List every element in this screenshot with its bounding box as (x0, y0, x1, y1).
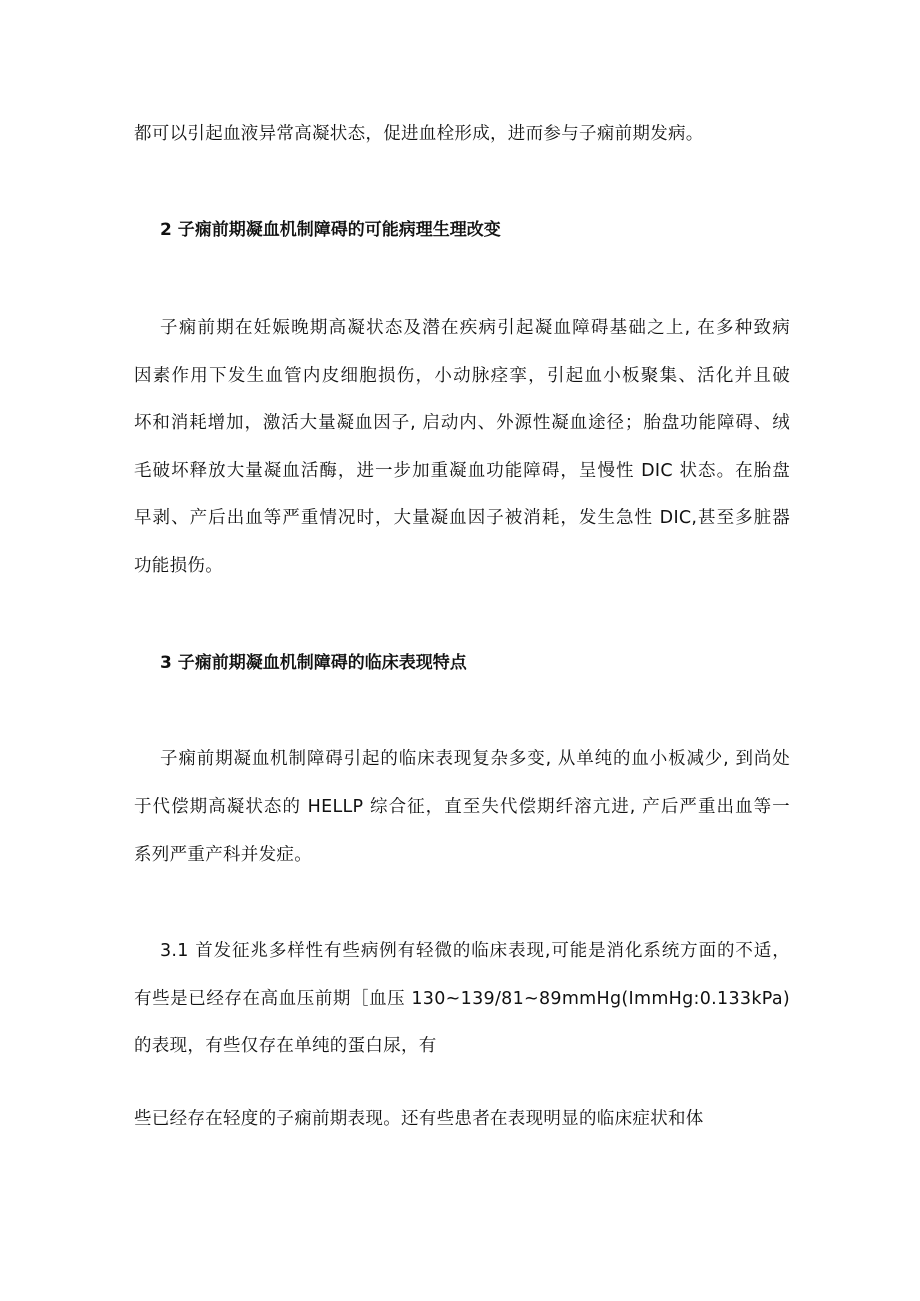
section-3-1-para-line: 有些是已经存在高血压前期［血压 130~139/81~89mmHg(ImmHg:0.133kPa) (134, 989, 790, 1009)
section-3-1-para-line: 的表现，有些仅存在单纯的蛋白尿，有 (134, 1036, 437, 1056)
section-3-1-continuation: 些已经存在轻度的子痫前期表现。还有些患者在表现明显的临床症状和体 (134, 1109, 704, 1129)
section-2-para-line: 因素作用下发生血管内皮细胞损伤，小动脉痉挛，引起血小板聚集、活化并且破 (134, 366, 790, 386)
section-2-para-line: 毛破坏释放大量凝血活酶，进一步加重凝血功能障碍，呈慢性 DIC 状态。在胎盘 (134, 461, 790, 481)
section-3-1-para-line: 3.1 首发征兆多样性有些病例有轻微的临床表现,可能是消化系统方面的不适， (160, 941, 790, 961)
section-2-para-line: 功能损伤。 (134, 556, 223, 576)
section-2-para-line: 早剥、产后出血等严重情况时，大量凝血因子被消耗，发生急性 DIC,甚至多脏器 (134, 508, 790, 528)
intro-line: 都可以引起血液异常高凝状态，促进血栓形成，进而参与子痫前期发病。 (134, 124, 704, 144)
section-3-para-line: 系列严重产科并发症。 (134, 845, 312, 865)
section-3-para-line: 于代偿期高凝状态的 HELLP 综合征，直至失代偿期纤溶亢进, 产后严重出血等一 (134, 797, 790, 817)
section-2-para-line: 坏和消耗增加，激活大量凝血因子, 启动内、外源性凝血途径；胎盘功能障碍、绒 (134, 413, 790, 433)
section-3-heading: 3 子痫前期凝血机制障碍的临床表现特点 (160, 653, 467, 673)
section-3-para-line: 子痫前期凝血机制障碍引起的临床表现复杂多变, 从单纯的血小板减少, 到尚处 (160, 749, 790, 769)
section-2-heading: 2 子痫前期凝血机制障碍的可能病理生理改变 (160, 220, 501, 240)
section-2-para-line: 子痫前期在妊娠晚期高凝状态及潜在疾病引起凝血障碍基础之上, 在多种致病 (160, 318, 790, 338)
